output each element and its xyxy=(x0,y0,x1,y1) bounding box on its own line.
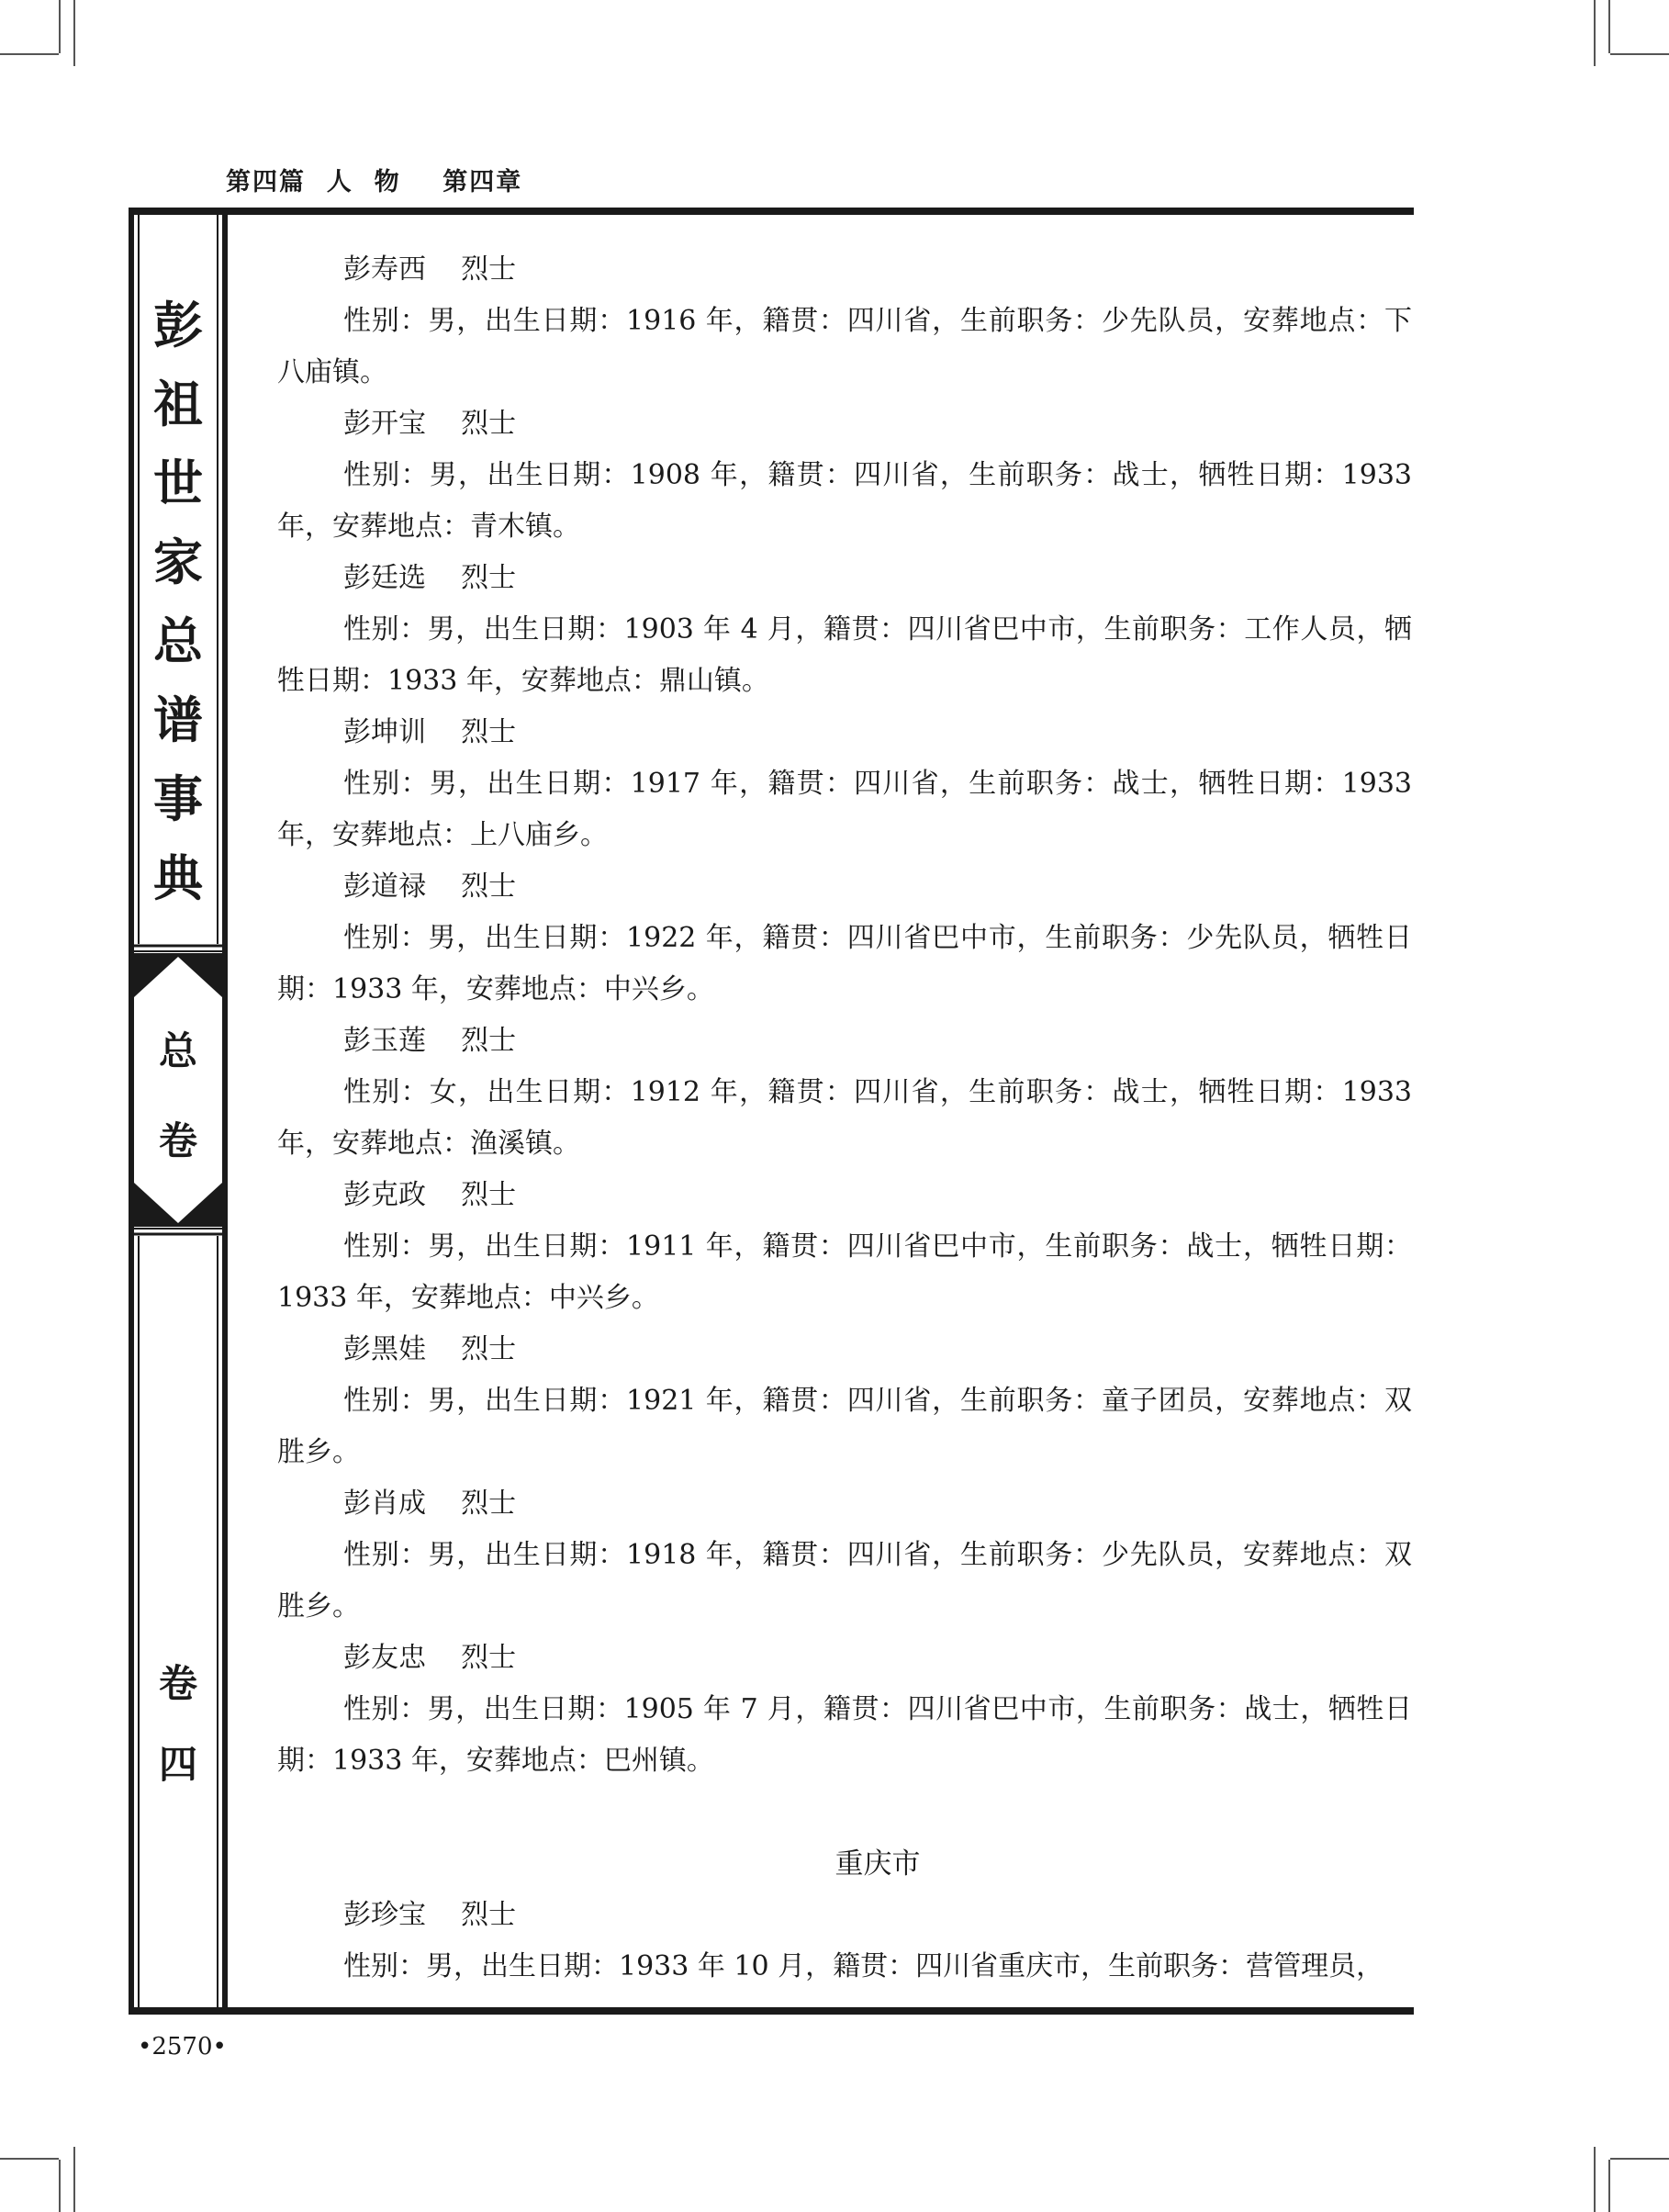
title-char: 彭 xyxy=(153,297,203,354)
volume-label-char: 总 xyxy=(158,1028,197,1073)
title-char: 家 xyxy=(153,533,203,591)
juan-label xyxy=(140,1644,217,1805)
volume-emblem xyxy=(129,944,228,1236)
top-rule xyxy=(129,208,1414,215)
crop-mark xyxy=(1594,0,1596,66)
crop-mark xyxy=(1608,0,1610,53)
bottom-rule xyxy=(129,2007,1414,2015)
crop-mark xyxy=(59,2160,61,2212)
entry-name: 彭廷选 烈士 xyxy=(343,562,517,594)
entry-text: 性别：男，出生日期：1905 年 7 月，籍贯：四川省巴中市，生前职务：战士，牺牲日期：1933 年，安葬地点：巴州镇。 xyxy=(277,1693,1412,1777)
entry-text: 性别：男，出生日期：1916 年，籍贯：四川省，生前职务：少先队员，安葬地点：下八庙镇。 xyxy=(277,305,1412,388)
entry-name: 彭玉莲 烈士 xyxy=(343,1025,517,1057)
entry-name: 彭坤训 烈士 xyxy=(343,716,517,748)
entry-name: 彭开宝 烈士 xyxy=(343,408,517,440)
entry-text: 性别：男，出生日期：1921 年，籍贯：四川省，生前职务：童子团员，安葬地点：双胜乡。 xyxy=(277,1385,1412,1468)
book-title-vertical xyxy=(140,286,217,918)
crop-mark xyxy=(1610,2158,1669,2160)
entry-text: 性别：男，出生日期：1903 年 4 月，籍贯：四川省巴中市，生前职务：工作人员，牺牲日期：1933 年，安葬地点：鼎山镇。 xyxy=(277,613,1412,697)
entry-text: 性别：男，出生日期：1917 年，籍贯：四川省，生前职务：战士，牺牲日期：1933 年，安葬地点：上八庙乡。 xyxy=(277,768,1412,851)
title-char: 祖 xyxy=(153,376,203,433)
crop-mark xyxy=(0,2158,59,2160)
crop-mark xyxy=(1608,2160,1610,2212)
title-char: 典 xyxy=(153,849,203,907)
crop-mark xyxy=(73,0,75,66)
crop-mark xyxy=(1594,2147,1596,2212)
title-char: 事 xyxy=(153,770,203,828)
entry-text: 性别：男，出生日期：1911 年，籍贯：四川省巴中市，生前职务：战士，牺牲日期：1933 年，安葬地点：中兴乡。 xyxy=(277,1230,1412,1314)
entry-name: 彭克政 烈士 xyxy=(343,1179,517,1211)
crop-mark xyxy=(1610,53,1669,55)
crop-mark xyxy=(0,53,59,55)
entry-text: 性别：女，出生日期：1912 年，籍贯：四川省，生前职务：战士，牺牲日期：1933 年，安葬地点：渔溪镇。 xyxy=(277,1076,1412,1160)
page-number: •2570• xyxy=(138,2033,227,2060)
section-heading: 重庆市 xyxy=(834,1847,921,1881)
volume-label-char: 卷 xyxy=(158,1118,197,1163)
title-char: 总 xyxy=(153,612,203,670)
running-header: 第四篇 人 物 第四章 xyxy=(226,168,523,196)
entry-text: 性别：男，出生日期：1933 年 10 月，籍贯：四川省重庆市，生前职务：营管理员， xyxy=(343,1950,1384,1982)
entry-name: 彭珍宝 烈士 xyxy=(343,1899,517,1931)
main-content xyxy=(277,244,1412,1993)
juan-char: 卷 xyxy=(158,1661,197,1706)
entry-name: 彭黑娃 烈士 xyxy=(343,1333,517,1365)
entry-name: 彭道禄 烈士 xyxy=(343,870,517,903)
crop-mark xyxy=(59,0,61,53)
entry-name: 彭寿西 烈士 xyxy=(343,253,517,286)
crop-mark xyxy=(73,2147,75,2212)
entry-text: 性别：男，出生日期：1918 年，籍贯：四川省，生前职务：少先队员，安葬地点：双胜乡。 xyxy=(277,1539,1412,1623)
title-char: 世 xyxy=(153,455,203,512)
entry-text: 性别：男，出生日期：1922 年，籍贯：四川省巴中市，生前职务：少先队员，牺牲日期：1933 年，安葬地点：中兴乡。 xyxy=(277,922,1412,1005)
title-char: 谱 xyxy=(153,691,203,749)
entry-name: 彭友忠 烈士 xyxy=(343,1642,517,1674)
entry-text: 性别：男，出生日期：1908 年，籍贯：四川省，生前职务：战士，牺牲日期：1933 年，安葬地点：青木镇。 xyxy=(277,459,1412,543)
entry-name: 彭肖成 烈士 xyxy=(343,1488,517,1520)
juan-char: 四 xyxy=(158,1742,197,1787)
